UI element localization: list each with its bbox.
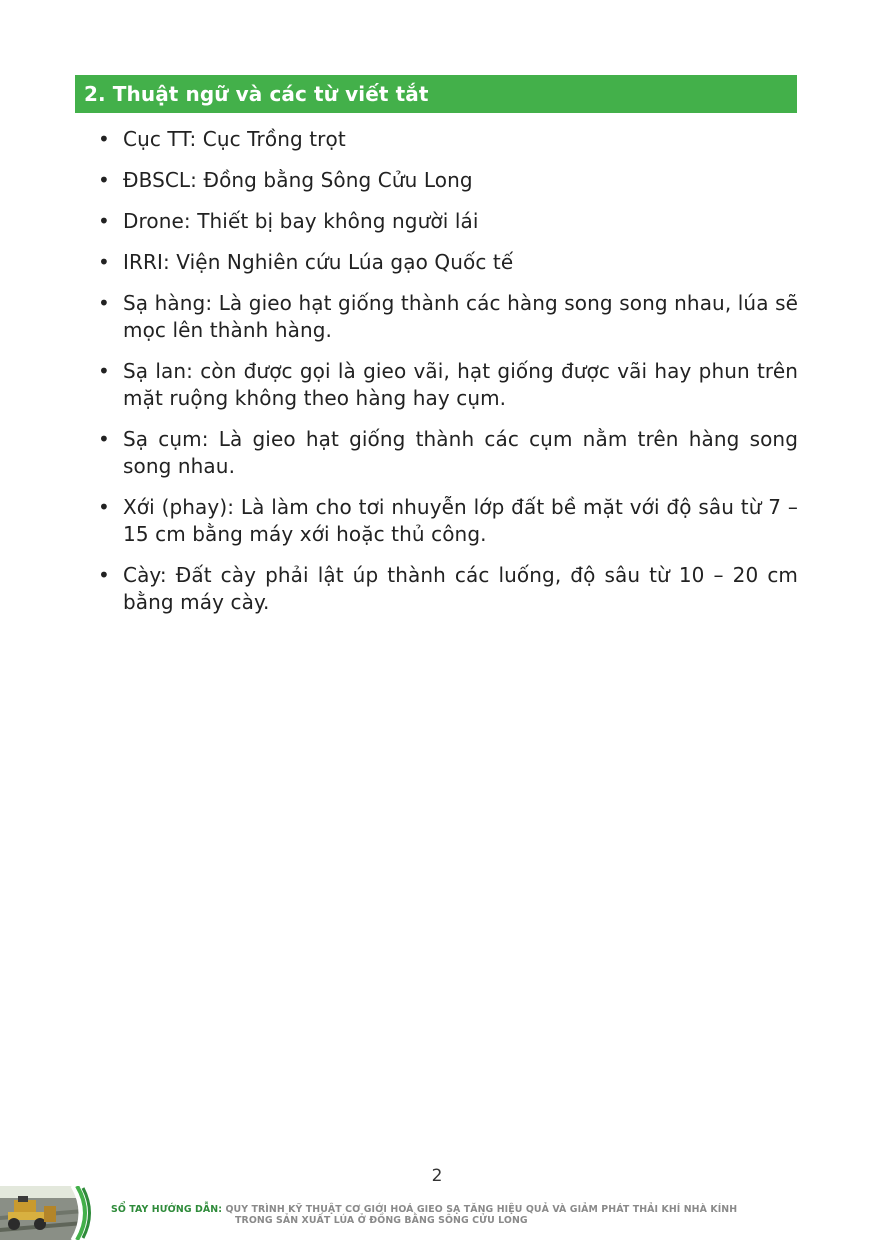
footer-text: [111, 1204, 737, 1226]
term-text: Cục TT: Cục Trồng trọt: [123, 127, 346, 151]
term-text: Sạ hàng: Là gieo hạt giống thành các hàng song song nhau, lúa sẽ mọc lên thành hàng.: [123, 291, 798, 342]
list-item: [96, 358, 798, 412]
footer-line-1: QUY TRÌNH KỸ THUẬT CƠ GIỚI HOÁ GIEO SẠ TĂNG HIỆU QUẢ VÀ GIẢM PHÁT THẢI KHÍ NHÀ KÍNH: [225, 1204, 738, 1215]
list-item: [96, 249, 798, 276]
bullet-icon: •: [98, 495, 110, 519]
term-text: Cày: Đất cày phải lật úp thành các luống, độ sâu từ 10 – 20 cm bằng máy cày.: [123, 563, 798, 614]
footer-label: SỔ TAY HƯỚNG DẪN:: [111, 1204, 223, 1215]
term-text: Drone: Thiết bị bay không người lái: [123, 209, 479, 233]
list-item: [96, 494, 798, 548]
bullet-icon: •: [98, 209, 110, 233]
bullet-icon: •: [98, 250, 110, 274]
bullet-icon: •: [98, 563, 110, 587]
section-header: [75, 75, 797, 113]
page-number: 2: [431, 1166, 443, 1186]
rice-seeder-photo: [0, 1186, 96, 1240]
list-item: [96, 126, 798, 153]
footer-line-2: TRONG SẢN XUẤT LÚA Ở ĐỒNG BẰNG SÔNG CỬU LONG: [235, 1215, 528, 1226]
bullet-icon: •: [98, 168, 110, 192]
term-list: [96, 126, 798, 630]
list-item: [96, 562, 798, 616]
section-title: 2. Thuật ngữ và các từ viết tắt: [84, 82, 429, 106]
bullet-icon: •: [98, 291, 110, 315]
term-text: Sạ cụm: Là gieo hạt giống thành các cụm nằm trên hàng song song nhau.: [123, 427, 798, 478]
term-text: IRRI: Viện Nghiên cứu Lúa gạo Quốc tế: [123, 250, 514, 274]
term-text: Xới (phay): Là làm cho tơi nhuyễn lớp đất bề mặt với độ sâu từ 7 – 15 cm bằng máy xới hoặc thủ công.: [123, 495, 798, 546]
list-item: [96, 208, 798, 235]
list-item: [96, 426, 798, 480]
list-item: [96, 290, 798, 344]
list-item: [96, 167, 798, 194]
footer: [0, 1186, 874, 1240]
term-text: Sạ lan: còn được gọi là gieo vãi, hạt giống được vãi hay phun trên mặt ruộng không theo hàng hay cụm.: [123, 359, 798, 410]
bullet-icon: •: [98, 359, 110, 383]
bullet-icon: •: [98, 127, 110, 151]
term-text: ĐBSCL: Đồng bằng Sông Cửu Long: [123, 168, 473, 192]
bullet-icon: •: [98, 427, 110, 451]
